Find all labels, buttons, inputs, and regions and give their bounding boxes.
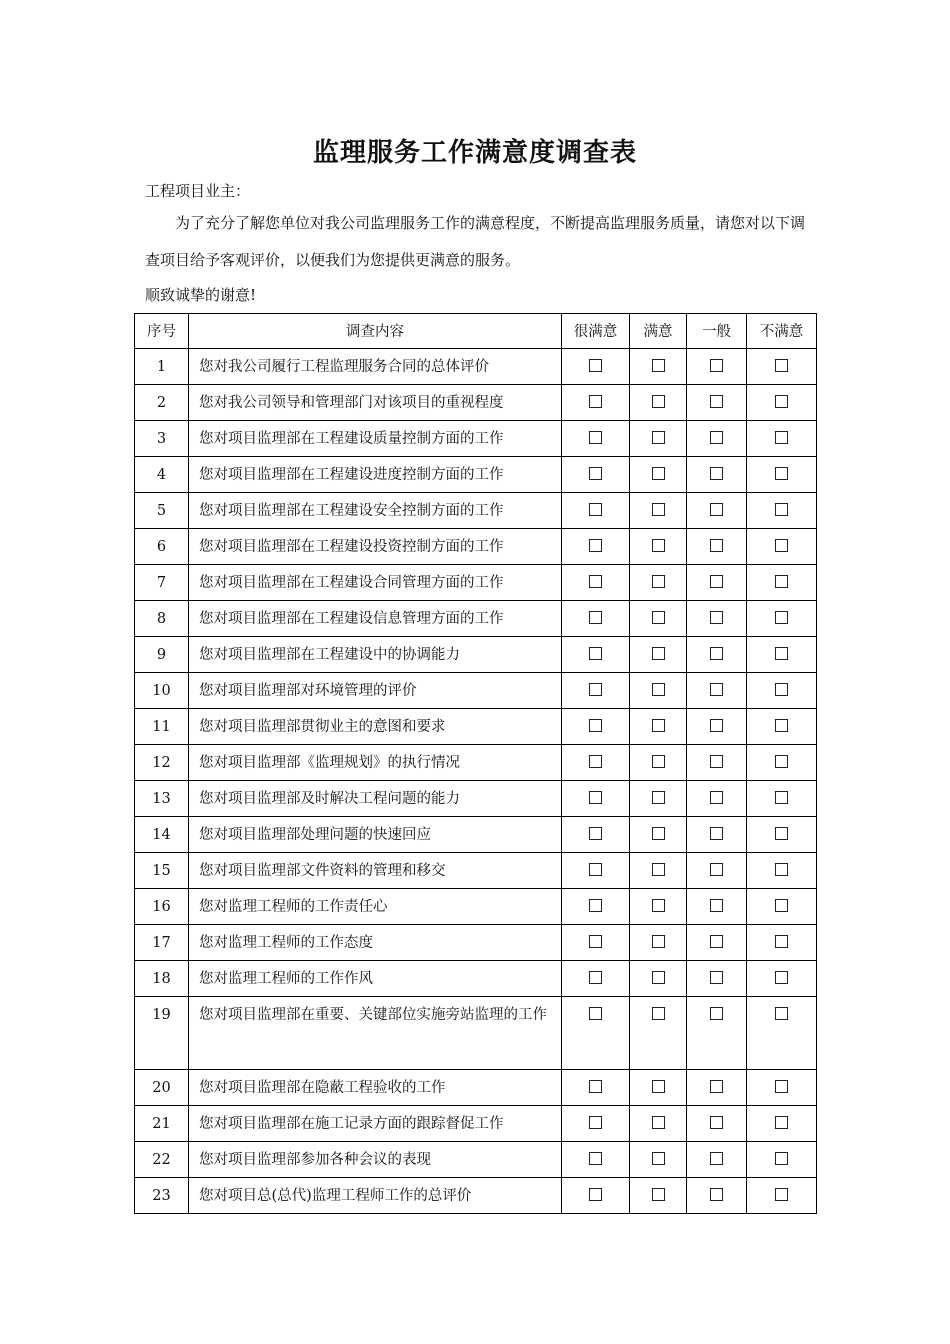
cell-very-satisfied [562, 1070, 630, 1106]
table-row [135, 997, 817, 1070]
cell-satisfied [630, 385, 687, 421]
cell-unsatisfied [747, 1106, 817, 1142]
cell-satisfied [630, 745, 687, 781]
checkbox-very-satisfied[interactable] [589, 1080, 602, 1093]
cell-unsatisfied [747, 1070, 817, 1106]
cell-unsatisfied [747, 493, 817, 529]
cell-unsatisfied [747, 781, 817, 817]
row-number: 16 [135, 889, 189, 925]
cell-average [687, 709, 747, 745]
checkbox-very-satisfied[interactable] [589, 935, 602, 948]
checkbox-average[interactable] [710, 791, 723, 804]
checkbox-unsatisfied[interactable] [775, 431, 788, 444]
checkbox-average[interactable] [710, 863, 723, 876]
cell-unsatisfied [747, 709, 817, 745]
cell-satisfied [630, 637, 687, 673]
checkbox-unsatisfied[interactable] [775, 755, 788, 768]
cell-very-satisfied [562, 925, 630, 961]
checkbox-average[interactable] [710, 899, 723, 912]
checkbox-very-satisfied[interactable] [589, 647, 602, 660]
checkbox-unsatisfied[interactable] [775, 683, 788, 696]
row-number: 14 [135, 817, 189, 853]
row-number: 7 [135, 565, 189, 601]
row-question: 您对项目监理部在工程建设中的协调能力 [189, 637, 562, 673]
header-average: 一般 [687, 314, 747, 349]
cell-unsatisfied [747, 1178, 817, 1214]
row-question: 您对项目监理部及时解决工程问题的能力 [189, 781, 562, 817]
checkbox-average[interactable] [710, 683, 723, 696]
cell-satisfied [630, 601, 687, 637]
checkbox-very-satisfied[interactable] [589, 503, 602, 516]
header-no: 序号 [135, 314, 189, 349]
row-question: 您对项目监理部处理问题的快速回应 [189, 817, 562, 853]
checkbox-unsatisfied[interactable] [775, 539, 788, 552]
checkbox-average[interactable] [710, 1007, 723, 1020]
cell-satisfied [630, 781, 687, 817]
checkbox-average[interactable] [710, 827, 723, 840]
row-number: 3 [135, 421, 189, 457]
cell-unsatisfied [747, 889, 817, 925]
cell-satisfied [630, 997, 687, 1070]
cell-very-satisfied [562, 637, 630, 673]
table-row [135, 889, 817, 925]
table-row [135, 601, 817, 637]
cell-satisfied [630, 673, 687, 709]
checkbox-very-satisfied[interactable] [589, 359, 602, 372]
checkbox-satisfied[interactable] [652, 359, 665, 372]
cell-very-satisfied [562, 493, 630, 529]
checkbox-very-satisfied[interactable] [589, 791, 602, 804]
row-number: 13 [135, 781, 189, 817]
cell-satisfied [630, 529, 687, 565]
cell-average [687, 493, 747, 529]
row-number: 2 [135, 385, 189, 421]
row-question: 您对项目监理部文件资料的管理和移交 [189, 853, 562, 889]
checkbox-average[interactable] [710, 935, 723, 948]
row-question: 您对我公司履行工程监理服务合同的总体评价 [189, 349, 562, 385]
cell-average [687, 1070, 747, 1106]
table-row [135, 385, 817, 421]
table-row [135, 457, 817, 493]
row-question: 您对项目监理部《监理规划》的执行情况 [189, 745, 562, 781]
cell-average [687, 1142, 747, 1178]
checkbox-very-satisfied[interactable] [589, 863, 602, 876]
table-row [135, 925, 817, 961]
cell-average [687, 781, 747, 817]
table-row [135, 817, 817, 853]
cell-very-satisfied [562, 529, 630, 565]
table-row [135, 637, 817, 673]
checkbox-average[interactable] [710, 431, 723, 444]
cell-very-satisfied [562, 853, 630, 889]
cell-satisfied [630, 457, 687, 493]
cell-satisfied [630, 1070, 687, 1106]
checkbox-satisfied[interactable] [652, 431, 665, 444]
checkbox-average[interactable] [710, 1080, 723, 1093]
table-row [135, 565, 817, 601]
checkbox-satisfied[interactable] [652, 863, 665, 876]
cell-very-satisfied [562, 565, 630, 601]
row-question: 您对项目监理部在工程建设信息管理方面的工作 [189, 601, 562, 637]
row-number: 11 [135, 709, 189, 745]
cell-unsatisfied [747, 565, 817, 601]
cell-average [687, 421, 747, 457]
checkbox-average[interactable] [710, 1116, 723, 1129]
checkbox-very-satisfied[interactable] [589, 575, 602, 588]
cell-satisfied [630, 349, 687, 385]
row-question: 您对项目监理部在施工记录方面的跟踪督促工作 [189, 1106, 562, 1142]
checkbox-very-satisfied[interactable] [589, 899, 602, 912]
cell-unsatisfied [747, 601, 817, 637]
row-question: 您对项目监理部在工程建设质量控制方面的工作 [189, 421, 562, 457]
cell-unsatisfied [747, 817, 817, 853]
checkbox-very-satisfied[interactable] [589, 827, 602, 840]
row-number: 5 [135, 493, 189, 529]
table-row [135, 1106, 817, 1142]
checkbox-unsatisfied[interactable] [775, 791, 788, 804]
cell-satisfied [630, 889, 687, 925]
cell-average [687, 889, 747, 925]
cell-satisfied [630, 709, 687, 745]
checkbox-very-satisfied[interactable] [589, 1007, 602, 1020]
cell-very-satisfied [562, 781, 630, 817]
cell-very-satisfied [562, 601, 630, 637]
row-number: 18 [135, 961, 189, 997]
checkbox-unsatisfied[interactable] [775, 863, 788, 876]
checkbox-average[interactable] [710, 755, 723, 768]
checkbox-very-satisfied[interactable] [589, 1188, 602, 1201]
cell-very-satisfied [562, 1106, 630, 1142]
row-number: 19 [135, 997, 189, 1070]
survey-table [134, 313, 817, 1214]
cell-satisfied [630, 961, 687, 997]
cell-average [687, 457, 747, 493]
cell-unsatisfied [747, 997, 817, 1070]
checkbox-unsatisfied[interactable] [775, 719, 788, 732]
checkbox-unsatisfied[interactable] [775, 827, 788, 840]
cell-unsatisfied [747, 1142, 817, 1178]
checkbox-unsatisfied[interactable] [775, 1152, 788, 1165]
row-number: 6 [135, 529, 189, 565]
checkbox-unsatisfied[interactable] [775, 647, 788, 660]
row-question: 您对我公司领导和管理部门对该项目的重视程度 [189, 385, 562, 421]
table-row [135, 493, 817, 529]
checkbox-very-satisfied[interactable] [589, 539, 602, 552]
intro-paragraph: 为了充分了解您单位对我公司监理服务工作的满意程度，不断提高监理服务质量，请您对以下调查项目给予客观评价，以便我们为您提供更满意的服务。 [145, 214, 806, 269]
cell-unsatisfied [747, 385, 817, 421]
cell-satisfied [630, 1142, 687, 1178]
checkbox-satisfied[interactable] [652, 575, 665, 588]
checkbox-satisfied[interactable] [652, 935, 665, 948]
checkbox-satisfied[interactable] [652, 755, 665, 768]
cell-satisfied [630, 1106, 687, 1142]
table-row [135, 1142, 817, 1178]
cell-satisfied [630, 817, 687, 853]
table-row [135, 745, 817, 781]
checkbox-average[interactable] [710, 1188, 723, 1201]
cell-average [687, 853, 747, 889]
checkbox-average[interactable] [710, 395, 723, 408]
row-question: 您对监理工程师的工作作风 [189, 961, 562, 997]
checkbox-very-satisfied[interactable] [589, 1152, 602, 1165]
row-number: 17 [135, 925, 189, 961]
cell-unsatisfied [747, 637, 817, 673]
row-question: 您对项目监理部贯彻业主的意图和要求 [189, 709, 562, 745]
cell-satisfied [630, 565, 687, 601]
cell-satisfied [630, 421, 687, 457]
cell-average [687, 817, 747, 853]
cell-very-satisfied [562, 1142, 630, 1178]
cell-very-satisfied [562, 997, 630, 1070]
checkbox-satisfied[interactable] [652, 1152, 665, 1165]
page-title: 监理服务工作满意度调查表 [312, 138, 637, 168]
checkbox-satisfied[interactable] [652, 395, 665, 408]
cell-very-satisfied [562, 457, 630, 493]
header-satisfied: 满意 [630, 314, 687, 349]
cell-average [687, 349, 747, 385]
cell-unsatisfied [747, 529, 817, 565]
checkbox-satisfied[interactable] [652, 1007, 665, 1020]
row-question: 您对监理工程师的工作态度 [189, 925, 562, 961]
header-very-satisfied: 很满意 [562, 314, 630, 349]
row-number: 21 [135, 1106, 189, 1142]
cell-very-satisfied [562, 673, 630, 709]
cell-average [687, 385, 747, 421]
table-row [135, 421, 817, 457]
checkbox-average[interactable] [710, 575, 723, 588]
cell-satisfied [630, 493, 687, 529]
cell-average [687, 673, 747, 709]
table-row [135, 961, 817, 997]
row-question: 您对项目监理部对环境管理的评价 [189, 673, 562, 709]
cell-satisfied [630, 925, 687, 961]
cell-very-satisfied [562, 817, 630, 853]
checkbox-average[interactable] [710, 467, 723, 480]
checkbox-satisfied[interactable] [652, 539, 665, 552]
checkbox-satisfied[interactable] [652, 791, 665, 804]
row-number: 8 [135, 601, 189, 637]
checkbox-unsatisfied[interactable] [775, 971, 788, 984]
table-row [135, 709, 817, 745]
cell-very-satisfied [562, 1178, 630, 1214]
checkbox-very-satisfied[interactable] [589, 683, 602, 696]
checkbox-satisfied[interactable] [652, 971, 665, 984]
row-number: 10 [135, 673, 189, 709]
row-number: 22 [135, 1142, 189, 1178]
cell-unsatisfied [747, 925, 817, 961]
row-number: 20 [135, 1070, 189, 1106]
cell-average [687, 997, 747, 1070]
cell-average [687, 1178, 747, 1214]
table-row [135, 1070, 817, 1106]
row-number: 4 [135, 457, 189, 493]
cell-very-satisfied [562, 961, 630, 997]
checkbox-very-satisfied[interactable] [589, 755, 602, 768]
row-question: 您对项目总(总代)监理工程师工作的总评价 [189, 1178, 562, 1214]
table-header-row [135, 314, 817, 349]
checkbox-satisfied[interactable] [652, 1116, 665, 1129]
table-row [135, 1178, 817, 1214]
row-question: 您对监理工程师的工作责任心 [189, 889, 562, 925]
row-number: 23 [135, 1178, 189, 1214]
row-question: 您对项目监理部在重要、关键部位实施旁站监理的工作 [189, 997, 562, 1070]
checkbox-unsatisfied[interactable] [775, 1188, 788, 1201]
table-row [135, 349, 817, 385]
checkbox-very-satisfied[interactable] [589, 611, 602, 624]
cell-average [687, 601, 747, 637]
checkbox-average[interactable] [710, 647, 723, 660]
cell-average [687, 961, 747, 997]
checkbox-unsatisfied[interactable] [775, 1116, 788, 1129]
cell-average [687, 1106, 747, 1142]
checkbox-satisfied[interactable] [652, 1188, 665, 1201]
checkbox-unsatisfied[interactable] [775, 935, 788, 948]
checkbox-unsatisfied[interactable] [775, 359, 788, 372]
checkbox-satisfied[interactable] [652, 683, 665, 696]
checkbox-very-satisfied[interactable] [589, 431, 602, 444]
checkbox-very-satisfied[interactable] [589, 467, 602, 480]
cell-unsatisfied [747, 421, 817, 457]
checkbox-satisfied[interactable] [652, 467, 665, 480]
row-question: 您对项目监理部在隐蔽工程验收的工作 [189, 1070, 562, 1106]
checkbox-satisfied[interactable] [652, 503, 665, 516]
row-question: 您对项目监理部参加各种会议的表现 [189, 1142, 562, 1178]
cell-unsatisfied [747, 961, 817, 997]
checkbox-unsatisfied[interactable] [775, 899, 788, 912]
checkbox-average[interactable] [710, 503, 723, 516]
row-question: 您对项目监理部在工程建设合同管理方面的工作 [189, 565, 562, 601]
cell-average [687, 529, 747, 565]
checkbox-satisfied[interactable] [652, 647, 665, 660]
header-content: 调查内容 [189, 314, 562, 349]
cell-unsatisfied [747, 349, 817, 385]
cell-unsatisfied [747, 853, 817, 889]
addressee-line: 工程项目业主： [145, 182, 251, 200]
checkbox-unsatisfied[interactable] [775, 1007, 788, 1020]
checkbox-satisfied[interactable] [652, 719, 665, 732]
table-row [135, 781, 817, 817]
cell-average [687, 745, 747, 781]
checkbox-average[interactable] [710, 971, 723, 984]
checkbox-very-satisfied[interactable] [589, 395, 602, 408]
header-unsatisfied: 不满意 [747, 314, 817, 349]
checkbox-satisfied[interactable] [652, 1080, 665, 1093]
checkbox-average[interactable] [710, 611, 723, 624]
closing-line: 顺致诚挚的谢意! [145, 286, 257, 304]
checkbox-unsatisfied[interactable] [775, 611, 788, 624]
cell-average [687, 637, 747, 673]
row-question: 您对项目监理部在工程建设投资控制方面的工作 [189, 529, 562, 565]
cell-satisfied [630, 853, 687, 889]
checkbox-average[interactable] [710, 719, 723, 732]
checkbox-unsatisfied[interactable] [775, 575, 788, 588]
row-number: 12 [135, 745, 189, 781]
cell-very-satisfied [562, 385, 630, 421]
checkbox-average[interactable] [710, 359, 723, 372]
cell-unsatisfied [747, 673, 817, 709]
cell-average [687, 925, 747, 961]
cell-very-satisfied [562, 745, 630, 781]
table-row [135, 529, 817, 565]
cell-very-satisfied [562, 709, 630, 745]
row-number: 15 [135, 853, 189, 889]
row-question: 您对项目监理部在工程建设进度控制方面的工作 [189, 457, 562, 493]
cell-unsatisfied [747, 745, 817, 781]
table-body [135, 349, 817, 1214]
row-number: 1 [135, 349, 189, 385]
row-number: 9 [135, 637, 189, 673]
checkbox-unsatisfied[interactable] [775, 503, 788, 516]
checkbox-very-satisfied[interactable] [589, 971, 602, 984]
row-question: 您对项目监理部在工程建设安全控制方面的工作 [189, 493, 562, 529]
cell-satisfied [630, 1178, 687, 1214]
checkbox-very-satisfied[interactable] [589, 719, 602, 732]
checkbox-unsatisfied[interactable] [775, 395, 788, 408]
checkbox-satisfied[interactable] [652, 611, 665, 624]
cell-very-satisfied [562, 889, 630, 925]
table-row [135, 673, 817, 709]
checkbox-satisfied[interactable] [652, 899, 665, 912]
checkbox-unsatisfied[interactable] [775, 1080, 788, 1093]
cell-very-satisfied [562, 421, 630, 457]
checkbox-unsatisfied[interactable] [775, 467, 788, 480]
checkbox-very-satisfied[interactable] [589, 1116, 602, 1129]
cell-very-satisfied [562, 349, 630, 385]
cell-average [687, 565, 747, 601]
checkbox-average[interactable] [710, 539, 723, 552]
checkbox-average[interactable] [710, 1152, 723, 1165]
cell-unsatisfied [747, 457, 817, 493]
table-row [135, 853, 817, 889]
checkbox-satisfied[interactable] [652, 827, 665, 840]
